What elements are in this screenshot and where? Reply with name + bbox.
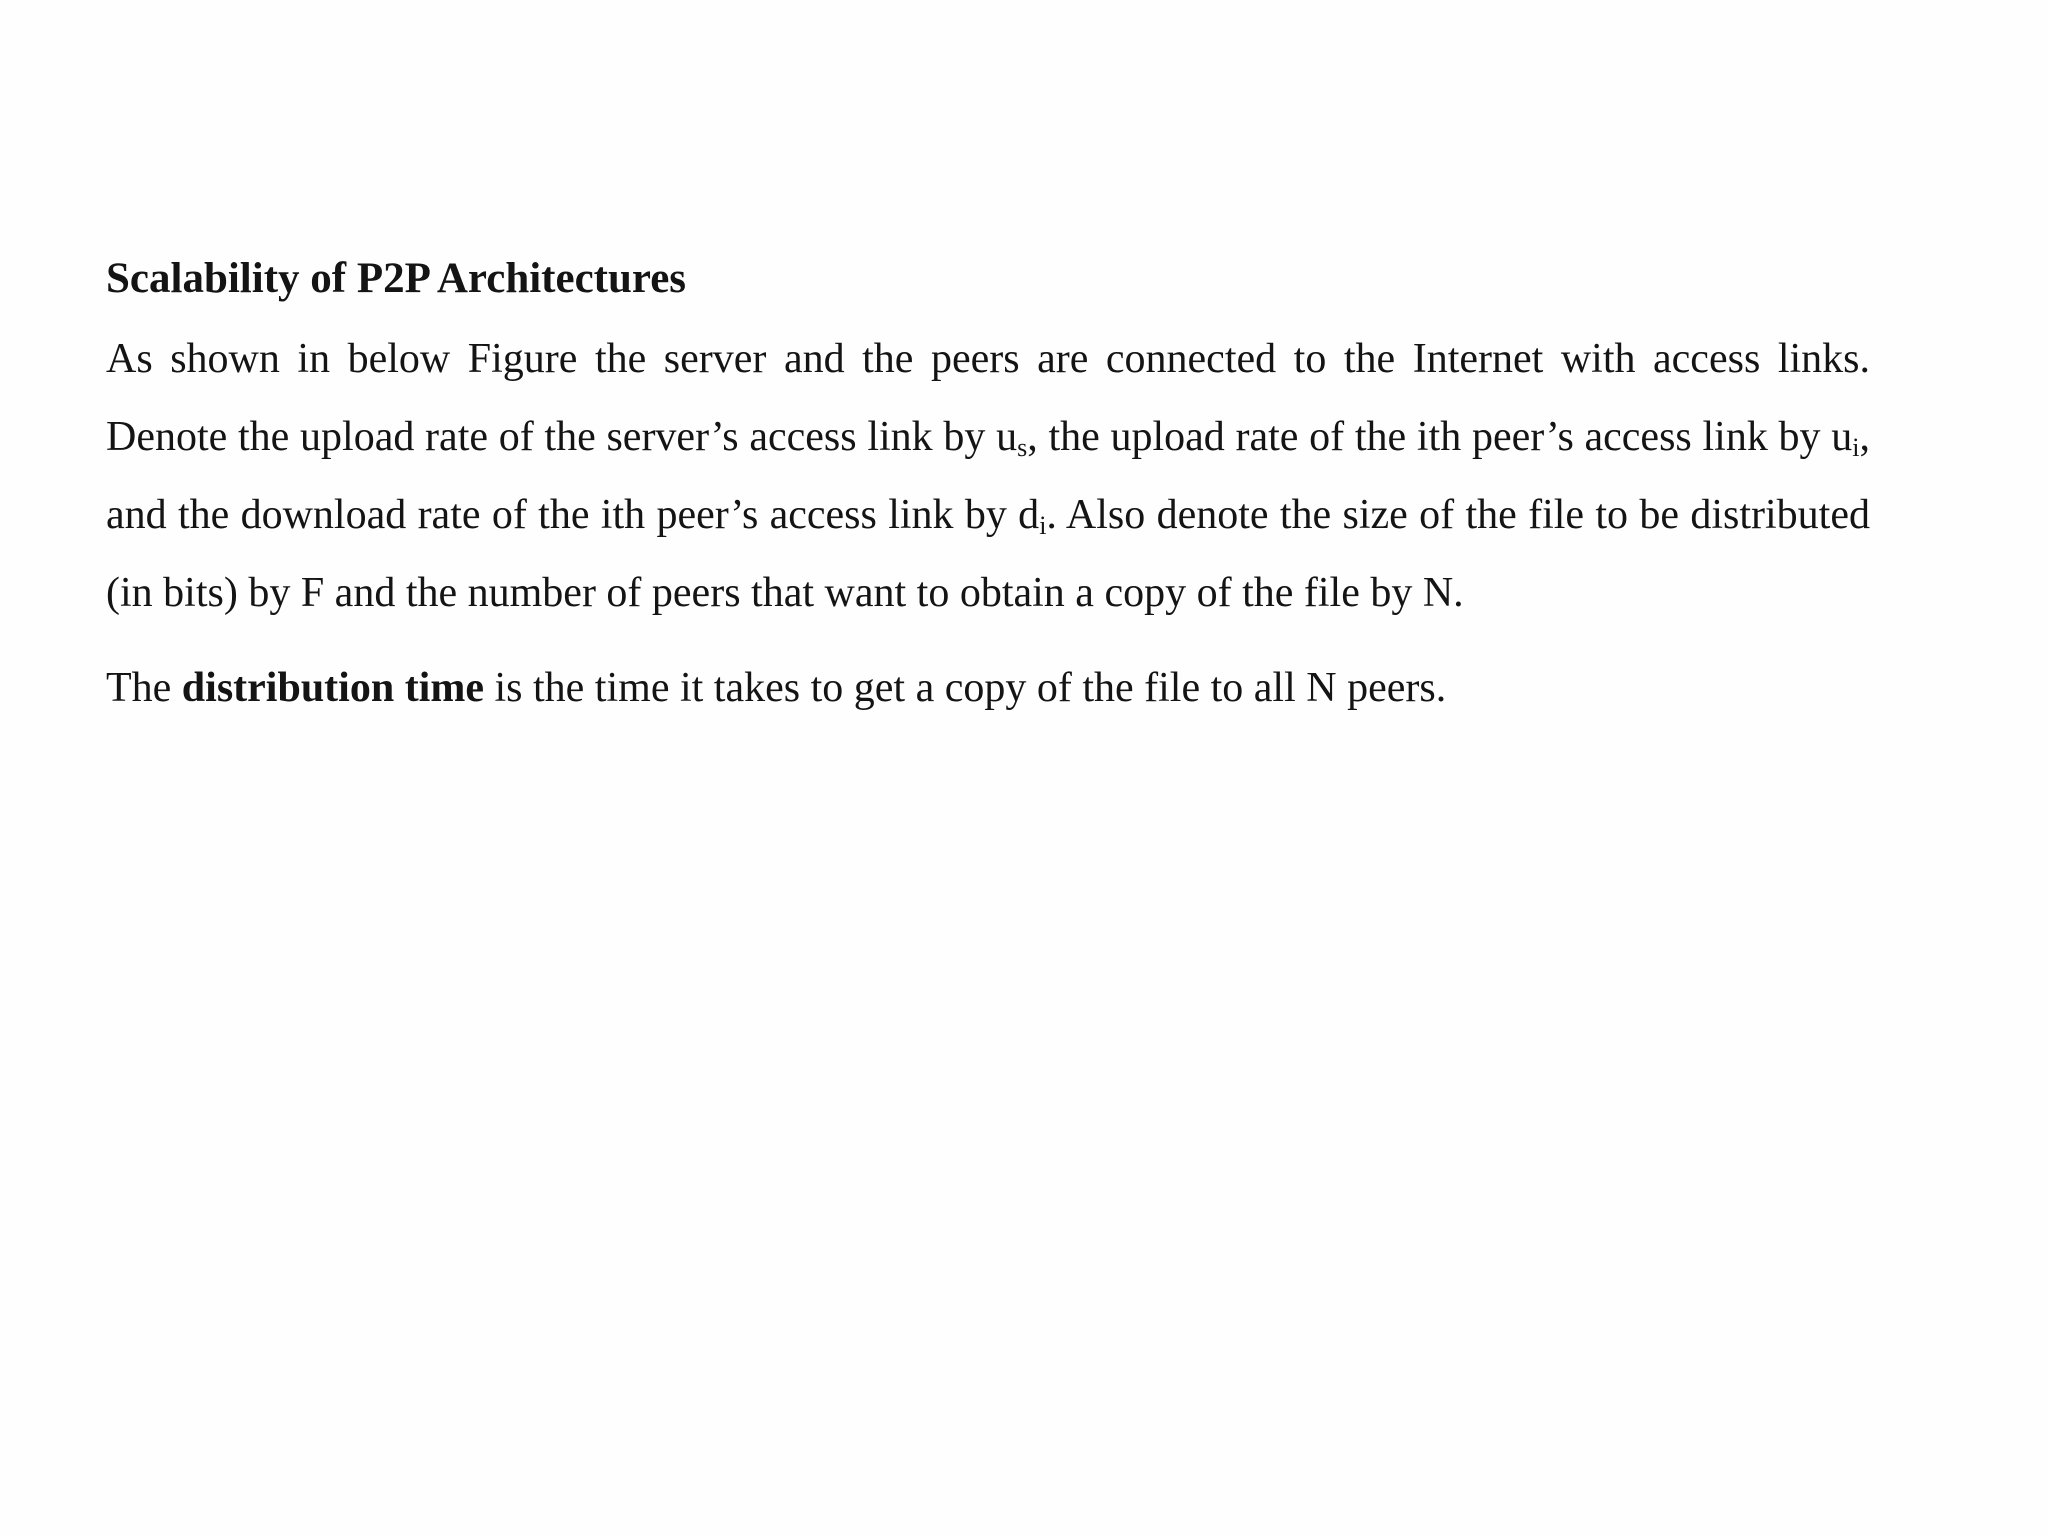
document-body — [106, 250, 1870, 718]
paragraph-text: . Also denote the size of the file to be distributed (in bits) by F and the number of peers that want to obtain a copy of the file by N. — [106, 492, 1870, 616]
subscript-i: i — [1039, 511, 1047, 540]
paragraph-text: The — [106, 665, 182, 711]
paragraph-text: , the upload rate of the ith peer’s access link by u — [1027, 414, 1853, 460]
paragraph-text: , and the download rate of the ith peer’s access link by d — [106, 414, 1870, 538]
subscript-i: i — [1852, 433, 1860, 462]
section-heading: Scalability of P2P Architectures — [106, 255, 687, 302]
subscript-s: s — [1017, 433, 1028, 462]
paragraph-distribution-time — [106, 658, 1870, 718]
bold-term: distribution time — [181, 665, 484, 711]
paragraph-text: is the time it takes to get a copy of the file to all N peers. — [483, 665, 1447, 711]
paragraph-text: As shown in below Figure the server and the peers are connected to the Internet with access links. Denote the upload rate of the server’s access link by u — [106, 336, 1870, 460]
paragraph-definitions — [106, 320, 1870, 632]
